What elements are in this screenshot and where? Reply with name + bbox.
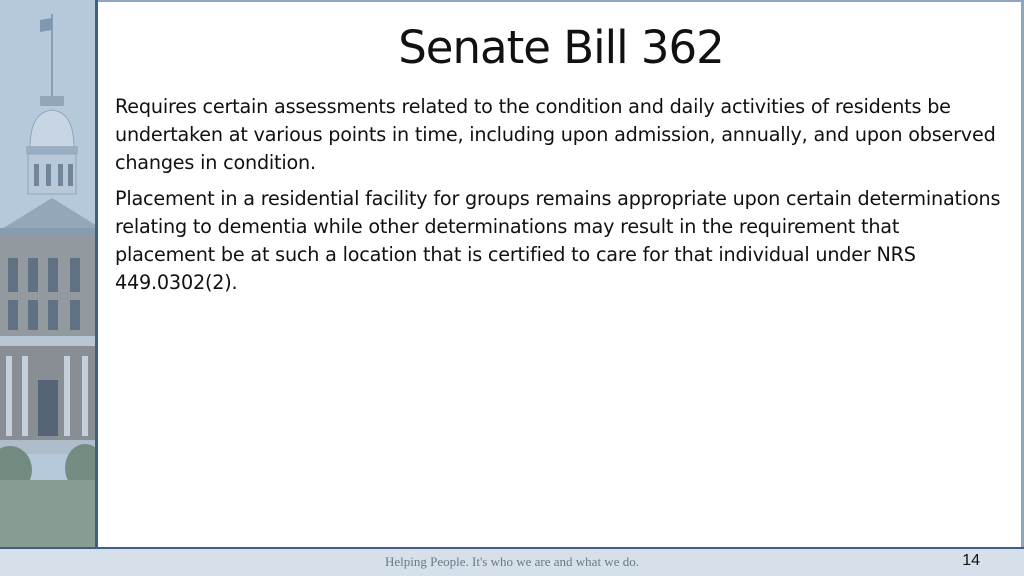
slide-body: [115, 93, 1005, 305]
panel-divider: [95, 0, 98, 549]
body-paragraph: Placement in a residential facility for groups remains appropriate upon certain determinations relating to dementia while other determinations may result in the requirement that placement be at such a location that is certified to care for that individual under NRS 449.0302(2).: [115, 187, 1001, 294]
capitol-building-image: [0, 0, 95, 549]
top-border: [98, 0, 1024, 2]
body-paragraph: Requires certain assessments related to the condition and daily activities of residents be undertaken at various points in time, including upon admission, annually, and upon observed changes in condition.: [115, 95, 996, 174]
slide-title: Senate Bill 362: [398, 21, 724, 74]
slide-number: 14: [962, 552, 980, 569]
footer-tagline: Helping People. It's who we are and what we do.: [385, 554, 639, 569]
footer-bar: [0, 547, 1024, 576]
